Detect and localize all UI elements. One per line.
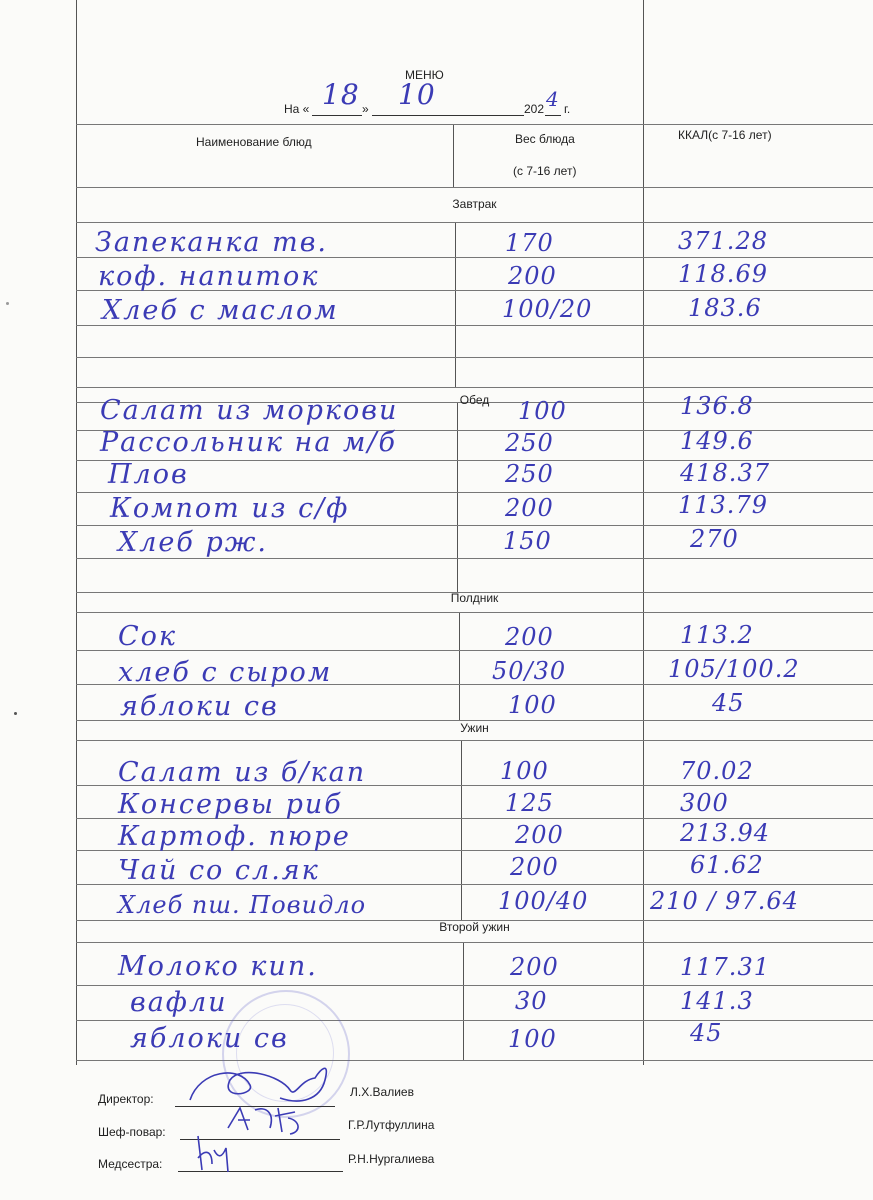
chef-label: Шеф-повар: bbox=[98, 1125, 166, 1139]
date-day: 18 bbox=[322, 78, 360, 111]
date-mid: » bbox=[362, 102, 369, 116]
date-month: 10 bbox=[398, 78, 436, 111]
year-underline bbox=[545, 115, 561, 116]
middle-column-border bbox=[459, 612, 460, 720]
dish-name: Чай со сл.як bbox=[118, 855, 320, 886]
dish-name: Хлеб с маслом bbox=[102, 295, 339, 326]
dish-weight: 100 bbox=[500, 757, 549, 785]
dish-kcal: 149.6 bbox=[680, 427, 754, 455]
dish-kcal: 113.2 bbox=[680, 621, 754, 649]
row-line bbox=[76, 525, 873, 526]
row-line bbox=[76, 222, 873, 223]
dish-weight: 250 bbox=[505, 429, 554, 457]
dish-name: Запеканка тв. bbox=[95, 227, 328, 258]
day-underline bbox=[312, 115, 362, 116]
page-title: МЕНЮ bbox=[405, 68, 444, 82]
dish-kcal: 270 bbox=[690, 525, 739, 553]
dish-name: яблоки св bbox=[130, 1023, 289, 1054]
dish-name: Рассольник на м/б bbox=[100, 427, 397, 458]
dish-kcal: 141.3 bbox=[680, 987, 754, 1015]
section-snack: Полдник bbox=[450, 591, 499, 605]
column-header-weight: Вес блюда bbox=[515, 132, 575, 146]
dish-weight: 30 bbox=[515, 987, 548, 1015]
paper-speck bbox=[6, 302, 9, 305]
year-prefix: 202 bbox=[524, 102, 545, 116]
nurse-signature bbox=[188, 1128, 238, 1178]
row-line bbox=[76, 942, 873, 943]
dish-name: Хлеб пш. Повидло bbox=[118, 891, 367, 919]
column-header-weight-age: (с 7-16 лет) bbox=[513, 164, 577, 178]
dish-name: Салат из б/кап bbox=[118, 757, 367, 788]
row-line bbox=[76, 1020, 873, 1021]
dish-weight: 125 bbox=[505, 789, 554, 817]
dish-weight: 200 bbox=[510, 853, 559, 881]
dish-kcal: 183.6 bbox=[688, 294, 762, 322]
dish-weight: 250 bbox=[505, 460, 554, 488]
dish-name: Молоко кип. bbox=[118, 951, 318, 982]
director-name: Л.Х.Валиев bbox=[350, 1085, 414, 1099]
dish-kcal: 210 / 97.64 bbox=[650, 887, 799, 915]
row-line bbox=[76, 650, 873, 651]
chef-name: Г.Р.Лутфуллина bbox=[348, 1118, 435, 1132]
row-line bbox=[76, 558, 873, 559]
row-line bbox=[76, 612, 873, 613]
dish-weight: 150 bbox=[503, 527, 552, 555]
dish-name: вафли bbox=[130, 987, 228, 1018]
section-breakfast: Завтрак bbox=[452, 197, 497, 211]
dish-kcal: 45 bbox=[690, 1019, 723, 1047]
section-dinner: Ужин bbox=[460, 721, 489, 735]
dish-name: Компот из с/ф bbox=[110, 493, 350, 524]
middle-column-border bbox=[453, 124, 454, 187]
dish-name: Плов bbox=[108, 459, 189, 490]
middle-column-border bbox=[455, 222, 456, 387]
dish-kcal: 61.62 bbox=[690, 851, 764, 879]
dish-name: Сок bbox=[118, 621, 178, 652]
column-header-name: Наименование блюд bbox=[196, 135, 312, 149]
dish-weight: 100 bbox=[518, 397, 567, 425]
paper-speck bbox=[14, 712, 17, 715]
middle-column-border bbox=[463, 942, 464, 1060]
dish-name: яблоки св bbox=[120, 691, 279, 722]
dish-kcal: 118.69 bbox=[678, 260, 768, 288]
dish-weight: 200 bbox=[505, 623, 554, 651]
dish-kcal: 136.8 bbox=[680, 392, 754, 420]
dish-kcal: 105/100.2 bbox=[668, 655, 800, 683]
dish-weight: 100/40 bbox=[498, 887, 589, 915]
dish-name: Хлеб рж. bbox=[118, 527, 269, 558]
column-header-kcal: ККАЛ(с 7-16 лет) bbox=[678, 128, 772, 142]
section-second-dinner: Второй ужин bbox=[439, 920, 510, 934]
right-column-border bbox=[643, 0, 644, 1065]
dish-name: коф. напиток bbox=[98, 261, 320, 292]
row-line bbox=[76, 187, 873, 188]
dish-weight: 170 bbox=[505, 229, 554, 257]
row-line bbox=[76, 124, 873, 125]
dish-weight: 200 bbox=[510, 953, 559, 981]
director-label: Директор: bbox=[98, 1092, 154, 1106]
dish-name: Картоф. пюре bbox=[118, 821, 351, 852]
nurse-label: Медсестра: bbox=[98, 1157, 163, 1171]
dish-kcal: 70.02 bbox=[680, 757, 754, 785]
dish-weight: 200 bbox=[508, 262, 557, 290]
year-suffix: г. bbox=[564, 102, 571, 116]
dish-name: Салат из моркови bbox=[100, 395, 399, 426]
dish-weight: 50/30 bbox=[492, 657, 567, 685]
dish-weight: 200 bbox=[505, 494, 554, 522]
date-prefix: На « bbox=[284, 102, 310, 116]
dish-weight: 100 bbox=[508, 691, 557, 719]
row-line bbox=[76, 387, 873, 388]
dish-name: хлеб с сыром bbox=[118, 657, 333, 688]
middle-column-border bbox=[461, 740, 462, 920]
year-digit: 4 bbox=[546, 87, 560, 111]
section-lunch: Обед bbox=[459, 393, 490, 407]
dish-kcal: 113.79 bbox=[678, 491, 768, 519]
dish-weight: 100/20 bbox=[502, 295, 593, 323]
nurse-name: Р.Н.Нургалиева bbox=[348, 1152, 435, 1166]
dish-kcal: 371.28 bbox=[678, 227, 768, 255]
dish-kcal: 117.31 bbox=[680, 953, 770, 981]
month-underline bbox=[372, 115, 524, 116]
dish-weight: 100 bbox=[508, 1025, 557, 1053]
dish-kcal: 213.94 bbox=[680, 819, 770, 847]
dish-weight: 200 bbox=[515, 821, 564, 849]
row-line bbox=[76, 740, 873, 741]
dish-kcal: 45 bbox=[712, 689, 745, 717]
left-border bbox=[76, 0, 77, 1065]
dish-kcal: 418.37 bbox=[680, 459, 770, 487]
dish-kcal: 300 bbox=[680, 789, 729, 817]
row-line bbox=[76, 357, 873, 358]
dish-name: Консервы риб bbox=[118, 789, 343, 820]
